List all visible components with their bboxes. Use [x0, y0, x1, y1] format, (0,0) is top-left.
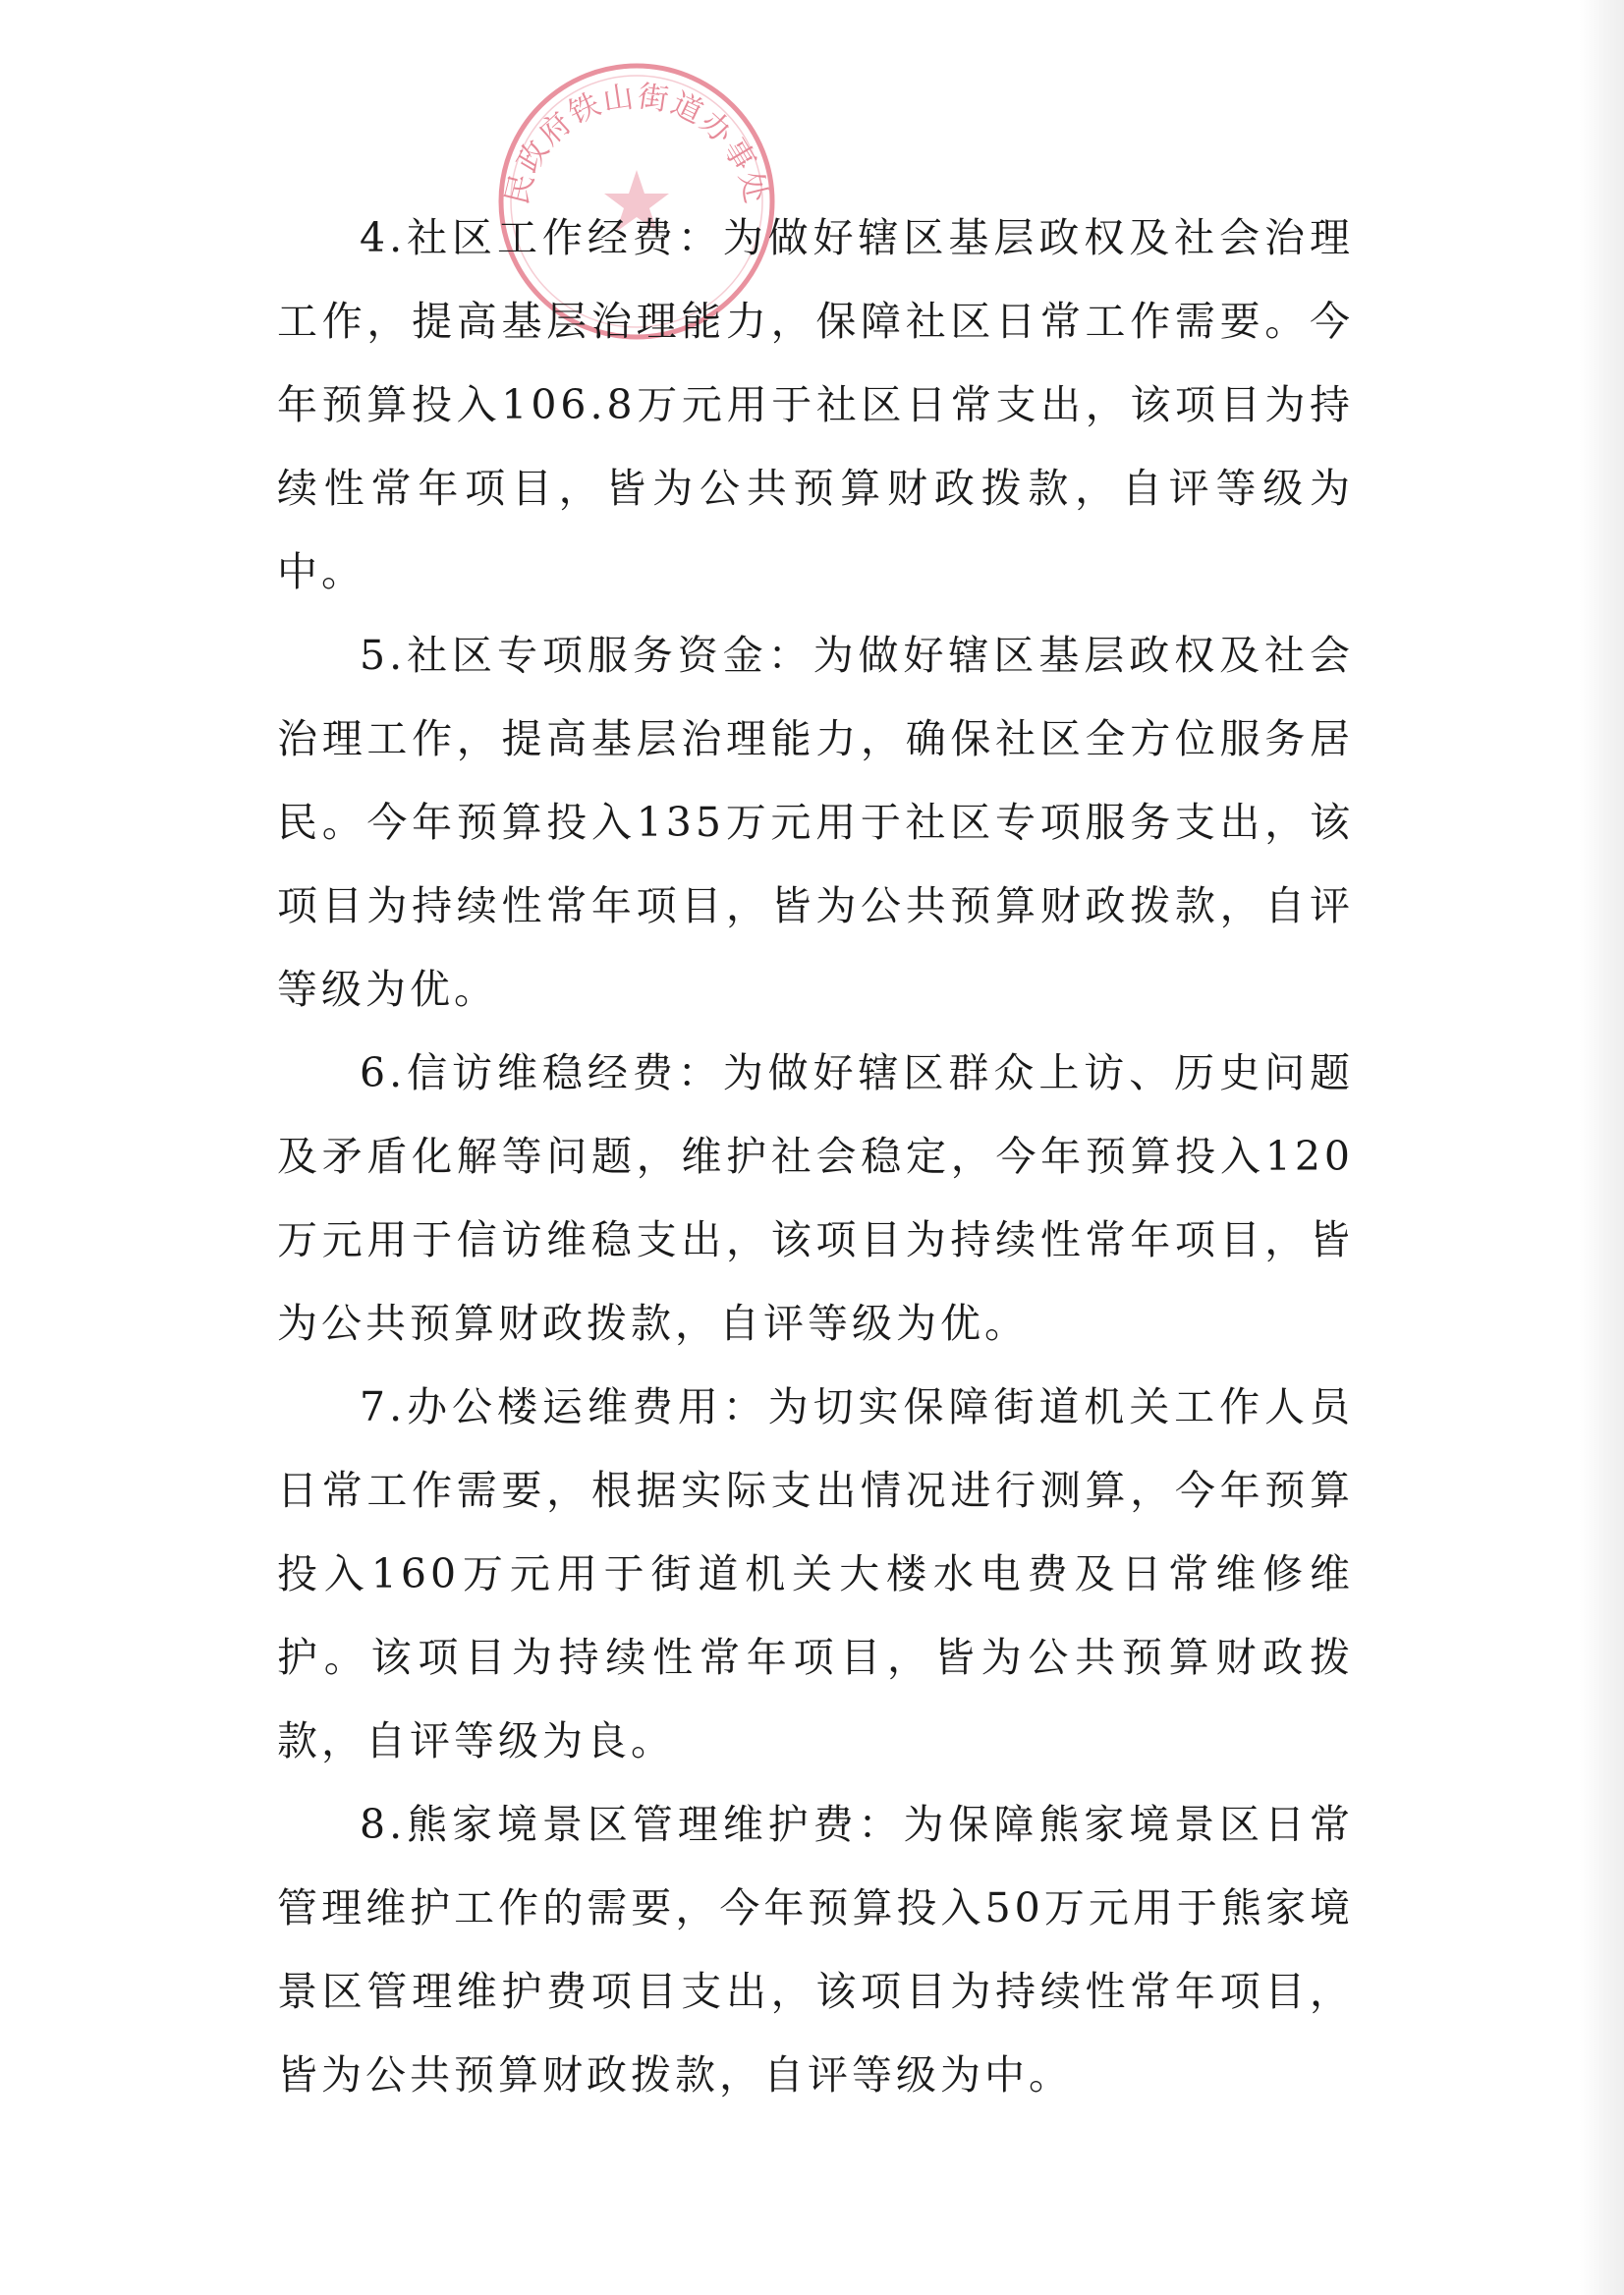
- page-edge-shadow: [1580, 0, 1624, 2295]
- svg-text:民政府铁山街道办事处: 民政府铁山街道办事处: [499, 79, 774, 208]
- paragraph-scenic-area-maintenance: 8.熊家境景区管理维护费：为保障熊家境景区日常管理维护工作的需要，今年预算投入50万元用于熊家境景区管理维护费项目支出，该项目为持续性常年项目，皆为公共预算财政拨款，自评等级为中。: [277, 1801, 1354, 2099]
- paragraph-office-building-maintenance: 7.办公楼运维费用：为切实保障街道机关工作人员日常工作需要，根据实际支出情况进行测算，今年预算投入160万元用于街道机关大楼水电费及日常维修维护。该项目为持续性常年项目，皆为公共预算财政拨款，自评等级为良。: [277, 1383, 1354, 1764]
- paragraph-petition-stability-funds: 6.信访维稳经费：为做好辖区群众上访、历史问题及矛盾化解等问题，维护社会稳定，今年预算投入120万元用于信访维稳支出，该项目为持续性常年项目，皆为公共预算财政拨款，自评等级为优。: [277, 1049, 1354, 1347]
- paragraph-community-special-service-funds: 5.社区专项服务资金：为做好辖区基层政权及社会治理工作，提高基层治理能力，确保社区全方位服务居民。今年预算投入135万元用于社区专项服务支出，该项目为持续性常年项目，皆为公共预算财政拨款，自评等级为优。: [277, 632, 1354, 1013]
- paragraph-community-work-funds: 4.社区工作经费：为做好辖区基层政权及社会治理工作，提高基层治理能力，保障社区日常工作需要。今年预算投入106.8万元用于社区日常支出，该项目为持续性常年项目，皆为公共预算财政拨款，自评等级为中。: [277, 214, 1354, 595]
- document-body: [277, 196, 1354, 2117]
